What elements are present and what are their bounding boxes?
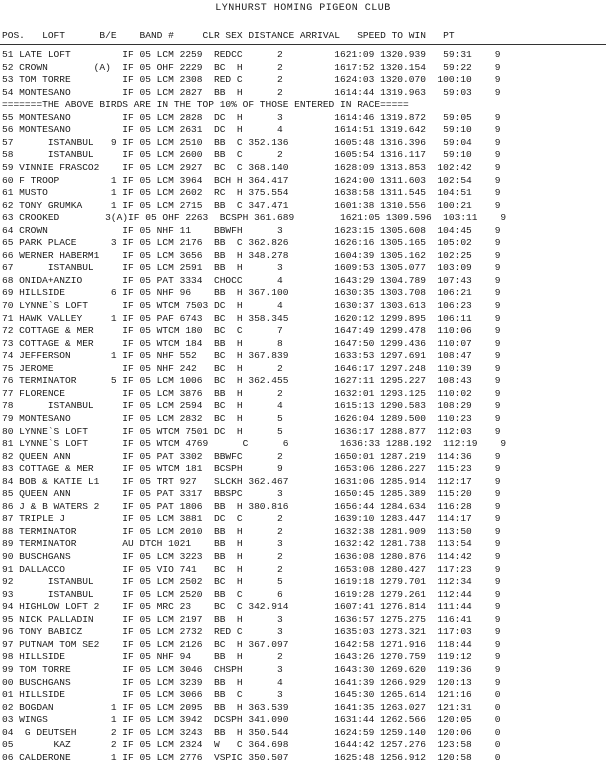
result-row: 61 MUSTO 1 IF 05 LCM 2602 RC H 375.554 1638:58 1311.545 104:51 9 — [2, 187, 501, 199]
header-divider — [0, 44, 606, 45]
result-row: 90 BUSCHGANS IF 05 LCM 3223 BB H 2 1636:08 1280.876 114:42 9 — [2, 551, 501, 562]
result-row: 91 DALLACCO IF 05 VIO 741 BC H 2 1653:08 1280.427 117:23 9 — [2, 563, 501, 575]
result-row: 93 ISTANBUL IF 05 LCM 2520 BB C 6 1619:28 1279.261 112:44 9 — [2, 588, 501, 600]
result-row: 01 HILLSIDE IF 05 LCM 3066 BB C 3 1645:30 1265.614 121:16 0 — [2, 689, 501, 701]
result-row: 64 CROWN IF 05 NHF 11 BBWFH 3 1623:15 1305.608 104:45 9 — [2, 224, 501, 236]
result-row: 85 QUEEN ANN IF 05 PAT 3317 BBSPC 3 1650:45 1285.389 115:20 9 — [2, 488, 501, 500]
result-row: 92 ISTANBUL IF 05 LCM 2502 BC H 5 1619:18 1279.701 112:34 9 — [2, 576, 501, 588]
result-row: 83 COTTAGE & MER IF 05 WTCM 181 BCSPH 9 1653:06 1286.227 115:23 9 — [2, 463, 501, 475]
result-row: 87 TRIPLE J IF 05 LCM 3881 DC C 2 1639:10 1283.447 114:17 9 — [2, 513, 501, 525]
result-row: 56 MONTESANO IF 05 LCM 2631 DC H 4 1614:51 1319.642 59:10 9 — [2, 124, 501, 136]
result-row: 74 JEFFERSON 1 IF 05 NHF 552 BC H 367.839 1633:53 1297.691 108:47 9 — [2, 350, 501, 362]
result-row: 57 ISTANBUL 9 IF 05 LCM 2510 BB C 352.136 1605:48 1316.396 59:04 9 — [2, 136, 501, 148]
result-row: 86 J & B WATERS 2 IF 05 PAT 1806 BB H 380.816 1656:44 1284.634 116:28 9 — [2, 500, 501, 512]
club-title: LYNHURST HOMING PIGEON CLUB — [215, 3, 391, 14]
result-row: 84 BOB & KATIE L1 IF 05 TRT 927 SLCKH 362.467 1631:06 1285.914 112:17 9 — [2, 475, 501, 487]
result-row: 53 TOM TORRE IF 05 LCM 2308 RED C 2 1624:03 1320.070 100:10 9 — [2, 74, 501, 86]
result-row: 71 HAWK VALLEY 1 IF 05 PAF 6743 BC H 358.345 1620:12 1299.895 106:11 9 — [2, 312, 501, 324]
result-row: 51 LATE LOFT IF 05 LCM 2259 REDCC 2 1621:09 1320.939 59:31 9 — [2, 49, 501, 60]
result-row: 06 CALDERONE 1 IF 05 LCM 2776 VSPIC 350.507 1625:48 1256.912 120:58 0 — [2, 751, 501, 763]
result-row: 00 BUSCHGANS IF 05 LCM 3239 BB H 4 1641:39 1266.929 120:13 9 — [2, 676, 501, 688]
result-row: 78 ISTANBUL IF 05 LCM 2594 BC H 4 1615:13 1290.583 108:29 9 — [2, 400, 501, 412]
result-row: 76 TERMINATOR 5 IF 05 LCM 1006 BC H 362.455 1627:11 1295.227 108:43 9 — [2, 375, 501, 387]
result-row: 89 TERMINATOR AU DTCH 1021 BB H 3 1632:42 1281.738 113:54 9 — [2, 538, 501, 550]
result-row: 77 FLORENCE IF 05 LCM 3876 BB H 2 1632:01 1293.125 110:02 9 — [2, 387, 501, 399]
result-row: 75 JEROME IF 05 NHF 242 BC H 2 1646:17 1297.248 110:39 9 — [2, 362, 501, 374]
result-row: 58 ISTANBUL IF 05 LCM 2600 BB C 2 1605:54 1316.117 59:10 9 — [2, 149, 501, 161]
result-row: 05 KAZ 2 IF 05 LCM 2324 W C 364.698 1644:42 1257.276 123:58 0 — [2, 739, 501, 751]
result-row: 65 PARK PLACE 3 IF 05 LCM 2176 BB C 362.826 1626:16 1305.165 105:02 9 — [2, 237, 501, 249]
result-row: 02 BOGDAN 1 IF 05 LCM 2095 BB H 363.539 1641:35 1263.027 121:31 0 — [2, 701, 501, 713]
result-row: 62 TONY GRUMKA 1 IF 05 LCM 2715 BB C 347.471 1601:38 1310.556 100:21 9 — [2, 199, 501, 211]
result-row: 03 WINGS 1 IF 05 LCM 3942 DCSPH 341.090 1631:44 1262.566 120:05 0 — [2, 714, 501, 726]
result-row: 63 CROOKED 3(A)IF 05 OHF 2263 BCSPH 361.689 1621:05 1309.596 103:11 9 — [2, 212, 507, 224]
result-row: 52 CROWN (A) IF 05 OHF 2229 BC H 2 1617:52 1320.154 59:22 9 — [2, 61, 501, 73]
result-row: 60 F TROOP 1 IF 05 LCM 3964 BCH H 364.417 1624:00 1311.603 102:54 9 — [2, 174, 501, 186]
result-row: 88 TERMINATOR IF 05 LCM 2010 BB H 2 1632:38 1281.909 113:50 9 — [2, 525, 501, 537]
result-row: 82 QUEEN ANN IF 05 PAT 3302 BBWFC 2 1650:01 1287.219 114:36 9 — [2, 450, 501, 462]
result-row: 04 G DEUTSEH 2 IF 05 LCM 3243 BB H 350.544 1624:59 1259.140 120:06 0 — [2, 726, 501, 738]
column-header: POS. LOFT B/E BAND # CLR SEX DISTANCE ARRIVAL SPEED TO WIN PT — [2, 30, 455, 41]
result-row: 99 TOM TORRE IF 05 LCM 3046 CHSPH 3 1643:30 1269.620 119:36 9 — [2, 663, 501, 675]
result-row: 95 NICK PALLADIN IF 05 LCM 2197 BB H 3 1636:57 1275.275 116:41 9 — [2, 613, 501, 625]
result-row: 73 COTTAGE & MER IF 05 WTCM 184 BB H 8 1647:50 1299.436 110:07 9 — [2, 337, 501, 349]
result-row: 72 COTTAGE & MER IF 05 WTCM 180 BC C 7 1647:49 1299.478 110:06 9 — [2, 325, 501, 337]
result-row: 80 LYNNE`S LOFT IF 05 WTCM 7501 DC H 5 1636:17 1288.877 112:03 9 — [2, 425, 501, 437]
result-row: 98 HILLSIDE IF 05 NHF 94 BB H 2 1643:26 1270.759 119:12 9 — [2, 651, 501, 663]
top-ten-percent-banner: =======THE ABOVE BIRDS ARE IN THE TOP 10% OF THOSE ENTERED IN RACE===== — [2, 99, 409, 111]
result-row: 94 HIGHLOW LOFT 2 IF 05 MRC 23 BC C 342.914 1607:41 1276.814 111:44 9 — [2, 601, 501, 613]
result-row: 54 MONTESANO IF 05 LCM 2827 BB H 2 1614:44 1319.963 59:03 9 — [2, 86, 501, 98]
result-row: 55 MONTESANO IF 05 LCM 2828 DC H 3 1614:46 1319.872 59:05 9 — [2, 111, 501, 123]
result-row: 67 ISTANBUL IF 05 LCM 2591 BB H 3 1609:53 1305.077 103:09 9 — [2, 262, 501, 274]
result-row: 96 TONY BABICZ IF 05 LCM 2732 RED C 3 1635:03 1273.321 117:03 9 — [2, 626, 501, 638]
result-row: 70 LYNNE`S LOFT IF 05 WTCM 7503 DC H 4 1630:37 1303.613 106:23 9 — [2, 300, 501, 311]
result-row: 79 MONTESANO IF 05 LCM 2832 BC H 5 1626:04 1289.500 110:23 9 — [2, 412, 501, 424]
result-row: 66 WERNER HABERM1 IF 05 LCM 3656 BB H 348.278 1604:39 1305.162 102:25 9 — [2, 249, 501, 261]
result-row: 59 VINNIE FRASCO2 IF 05 LCM 2927 BC C 368.140 1628:09 1313.853 102:42 9 — [2, 161, 501, 173]
result-row: 69 HILLSIDE 6 IF 05 NHF 96 BB H 367.100 1630:35 1303.708 106:21 9 — [2, 287, 501, 299]
result-row: 97 PUTNAM TOM SE2 IF 05 LCM 2126 BC H 367.097 1642:58 1271.916 118:44 9 — [2, 638, 501, 650]
result-row: 68 ONIDA+ANZIO IF 05 PAT 3334 CHOCC 4 1643:29 1304.789 107:43 9 — [2, 274, 501, 286]
result-row: 81 LYNNE`S LOFT IF 05 WTCM 4769 C 6 1636:33 1288.192 112:19 9 — [2, 438, 507, 450]
